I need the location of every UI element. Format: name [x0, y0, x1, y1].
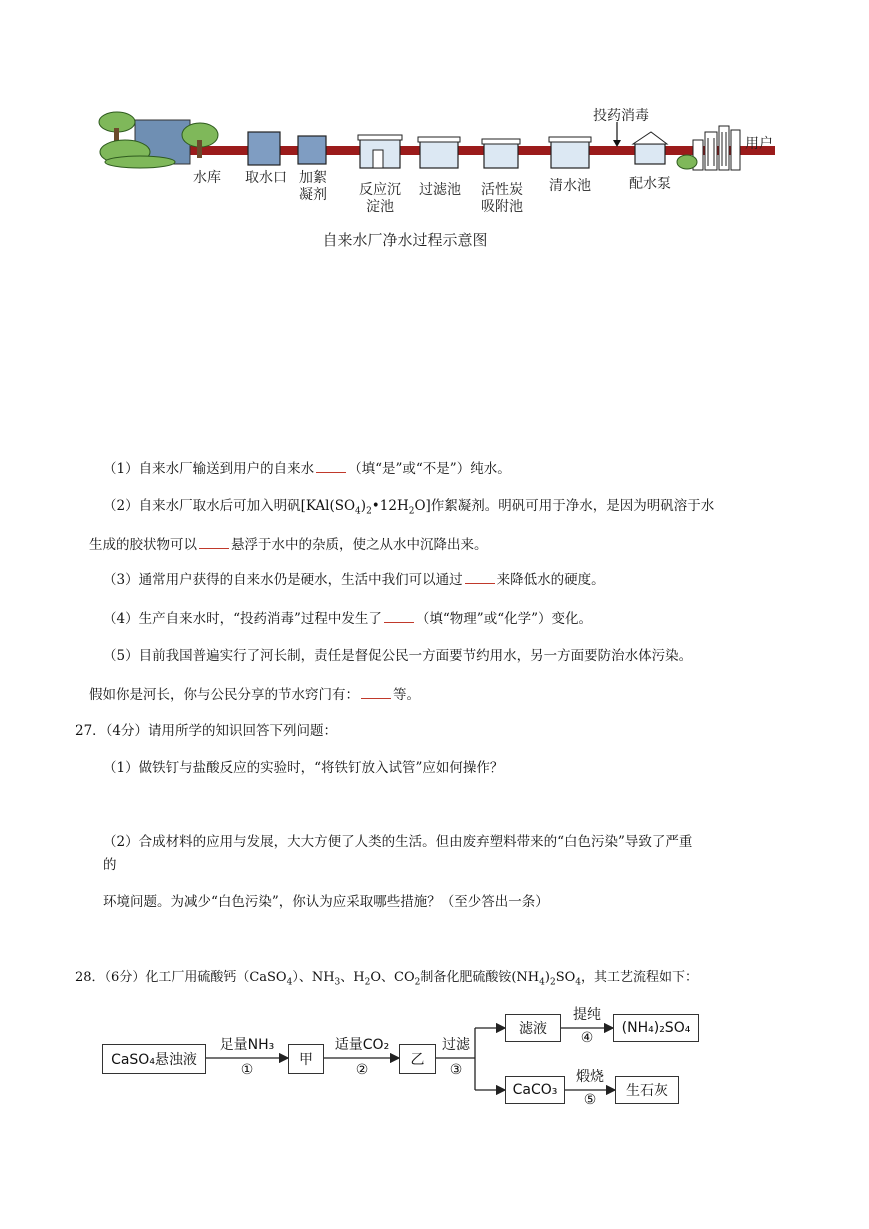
- q26-blank-1[interactable]: [316, 459, 346, 473]
- q28-head-h: ，其工艺流程如下：: [581, 970, 699, 985]
- q28-head-sub2: 3: [334, 977, 341, 988]
- station-label-pump: 配水泵: [629, 176, 671, 192]
- q26-part2-text-d: O]作絮凝剂。明矾可用于净水，是因为明矾溶于水: [414, 498, 715, 514]
- q26-part4: [103, 609, 592, 628]
- q26-part5-line2-a: 假如你是河长，你与公民分享的节水窍门有：: [89, 687, 359, 703]
- flow-box-product2: 生石灰: [615, 1076, 679, 1104]
- q28-heading: [75, 969, 698, 992]
- q28-head-sub6: 2: [549, 977, 556, 988]
- q26-part5-text-a: （5）目前我国普遍实行了河长制，责任是督促公民一方面要节约用水，另一方面要防治水体污染。: [103, 648, 693, 664]
- carbon-tank-icon: [482, 139, 520, 168]
- q28-head-c: 、H: [340, 970, 365, 985]
- q27-part2-wrap: 的: [103, 857, 117, 873]
- q28-head-b: ）、NH: [292, 970, 335, 985]
- flow-label-step1: 足量NH₃: [219, 1037, 275, 1053]
- q27-part1: （1）做铁钉与盐酸反应的实验时，“将铁钉放入试管”应如何操作？: [103, 760, 504, 776]
- q26-part3-text-a: （3）通常用户获得的自来水仍是硬水，生活中我们可以通过: [103, 572, 463, 588]
- intake-icon: [248, 132, 280, 165]
- process-flow: [100, 1000, 720, 1115]
- q26-part2-sub2: 2: [366, 506, 372, 517]
- q26-part2-line2: [89, 535, 488, 554]
- station-label-reaction: 反应沉 淀池: [359, 182, 401, 215]
- q28-head-d: O、CO: [370, 970, 415, 985]
- reaction-tank-icon: [358, 135, 402, 168]
- q26-part2: [103, 497, 714, 521]
- flow-box-caco3: CaCO₃: [505, 1076, 565, 1104]
- water-treatment-diagram: [95, 100, 785, 255]
- q26-part5-line2: [89, 685, 420, 704]
- q28-head-sub1: 4: [286, 977, 293, 988]
- q28-head-sub7: 4: [575, 977, 581, 988]
- station-label-reservoir: 水库: [193, 170, 221, 186]
- flow-box-start: CaSO₄悬浊液: [102, 1044, 206, 1074]
- q26-part2-text-a: （2）自来水厂取水后可加入明矾[KAl(SO: [103, 498, 356, 514]
- q26-part2-text-b: ): [360, 498, 367, 514]
- q27-part2: （2）合成材料的应用与发展，大大方便了人类的生活。但由废弃塑料带来的“白色污染”导致了严重: [103, 834, 693, 850]
- inject-label: 投药消毒: [593, 108, 649, 124]
- coagulant-icon: [298, 136, 326, 164]
- q27-part2-line2: 环境问题。为减少“白色污染”，你认为应采取哪些措施？（至少答出一条）: [103, 894, 549, 910]
- flow-box-yi: 乙: [399, 1044, 436, 1074]
- q26-part1-text-b: （填“是”或“不是”）纯水。: [348, 461, 511, 477]
- flow-box-product1: (NH₄)₂SO₄: [613, 1014, 699, 1042]
- flow-label-step4: 提纯: [573, 1007, 601, 1023]
- flow-num-step5: ⑤: [583, 1092, 597, 1108]
- q26-part2-text-c: •12H: [371, 498, 409, 514]
- q28-head-g: SO: [555, 970, 576, 985]
- q26-part4-text-b: （填“物理”或“化学”）变化。: [415, 611, 593, 627]
- station-label-clear-water: 清水池: [549, 178, 591, 194]
- flow-box-jia: 甲: [288, 1044, 324, 1074]
- q26-part5: [103, 647, 692, 665]
- q28-head-a: 28．（6分）化工厂用硫酸钙（CaSO: [75, 970, 287, 985]
- flow-label-step2: 适量CO₂: [334, 1037, 390, 1053]
- flow-label-step5: 煅烧: [576, 1069, 604, 1085]
- q26-blank-4[interactable]: [384, 609, 414, 623]
- reservoir-icon: [99, 112, 218, 168]
- flow-num-step1: ①: [240, 1062, 254, 1078]
- q26-part3: [103, 570, 605, 589]
- q26-part1: [103, 459, 511, 478]
- q28-head-f: ): [544, 970, 550, 985]
- q26-blank-5[interactable]: [361, 685, 391, 699]
- q26-part2-sub3: 2: [408, 506, 415, 517]
- flow-num-step3: ③: [449, 1062, 463, 1078]
- flow-label-step3: 过滤: [442, 1037, 470, 1053]
- q28-head-sub5: 4: [539, 977, 545, 988]
- q26-part3-text-b: 来降低水的硬度。: [496, 572, 605, 588]
- station-label-intake: 取水口: [245, 170, 287, 186]
- q28-head-e: 制备化肥硫酸铵(NH: [420, 970, 540, 985]
- diagram-title: 自来水厂净水过程示意图: [322, 231, 488, 249]
- q26-part2-line2-a: 生成的胶状物可以: [89, 537, 197, 553]
- flow-num-step2: ②: [355, 1062, 369, 1078]
- q26-part5-line2-b: 等。: [393, 687, 420, 703]
- q27-heading: 27．（4分）请用所学的知识回答下列问题：: [75, 723, 338, 739]
- q26-part1-text-a: （1）自来水厂输送到用户的自来水: [103, 461, 315, 477]
- q28-head-sub4: 2: [414, 977, 421, 988]
- user-label: 用户: [745, 136, 773, 152]
- flow-box-filtrate: 滤液: [505, 1014, 561, 1042]
- q26-part2-sub1: 4: [355, 506, 361, 517]
- q28-head-sub3: 2: [364, 977, 371, 988]
- q26-part4-text-a: （4）生产自来水时，“投药消毒”过程中发生了: [103, 611, 382, 627]
- station-label-coagulant: 加絮 凝剂: [299, 170, 327, 203]
- flow-num-step4: ④: [580, 1030, 594, 1046]
- pump-house-icon: [633, 132, 667, 164]
- station-label-carbon: 活性炭 吸附池: [481, 182, 523, 215]
- q26-blank-3[interactable]: [465, 570, 495, 584]
- q26-blank-2[interactable]: [199, 535, 229, 549]
- clear-water-tank-icon: [549, 137, 591, 168]
- q26-part2-line2-b: 悬浮于水中的杂质，使之从水中沉降出来。: [231, 537, 488, 553]
- station-label-filter: 过滤池: [419, 182, 461, 198]
- filter-tank-icon: [418, 137, 460, 168]
